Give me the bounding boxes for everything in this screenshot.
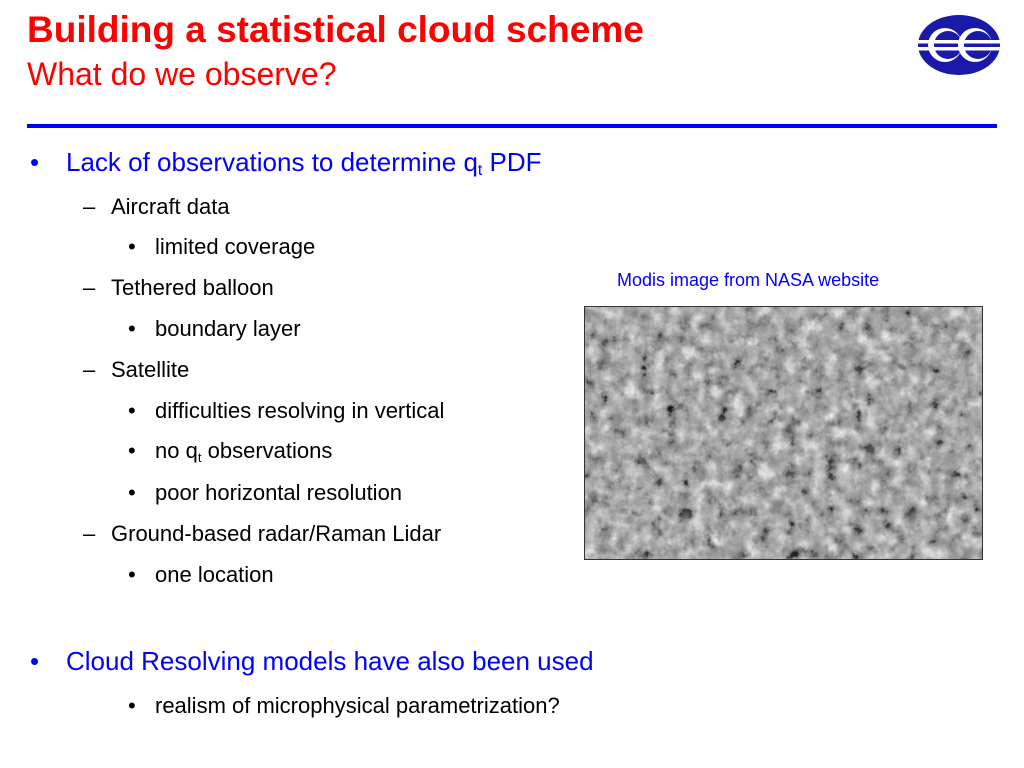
bullet-marker: • [30,147,40,177]
sub-sub-bullet-limited-coverage [128,232,315,262]
bullet-marker: • [128,693,136,718]
sub-sub-bullet-text: one location [155,562,274,587]
sub-sub-bullet-no-qt [128,436,332,466]
bullet-cloud-resolving-models [30,646,594,676]
sub-sub-bullet-vertical [128,396,444,426]
sub-bullet-satellite [83,355,189,385]
bullet-text-end: PDF [482,147,542,177]
bullet-marker: • [128,398,136,423]
sub-bullet-text: Ground-based radar/Raman Lidar [111,521,442,546]
title-divider [27,124,997,128]
sub-bullet-text: Aircraft data [111,194,230,219]
bullet-marker: • [128,438,136,463]
sub-bullet-aircraft [83,192,230,222]
sub-bullet-tethered-balloon [83,273,274,303]
slide-subtitle: What do we observe? [27,56,337,92]
bullet-marker: • [128,316,136,341]
bullet-lack-of-observations [30,147,541,177]
sub-sub-bullet-text: boundary layer [155,316,301,341]
dash-marker: – [83,357,96,382]
dash-marker: – [83,275,96,300]
sub-sub-bullet-text: realism of microphysical parametrization? [155,693,560,718]
dash-marker: – [83,521,96,546]
sub-sub-bullet-realism [128,691,560,721]
subscript-t: t [197,450,202,465]
slide-title: Building a statistical cloud scheme [27,9,644,50]
sub-bullet-text: Satellite [111,357,190,382]
sub-bullet-radar [83,519,441,549]
subscript-t: t [477,162,483,179]
image-caption: Modis image from NASA website [617,270,880,290]
modis-cloud-image [584,306,983,560]
sub-sub-bullet-text: difficulties resolving in vertical [155,398,445,423]
sub-sub-bullet-horizontal [128,478,402,508]
bullet-marker: • [128,480,136,505]
bullet-text: Lack of observations to determine q [66,147,478,177]
sub-sub-bullet-one-location [128,560,274,590]
sub-sub-bullet-text: poor horizontal resolution [155,480,403,505]
cloud-texture [585,307,982,559]
dash-marker: – [83,194,96,219]
bullet-marker: • [128,562,136,587]
bullet-text: Cloud Resolving models have also been used [66,646,594,676]
sub-sub-bullet-boundary-layer [128,314,301,344]
sub-sub-bullet-text: no q [155,438,198,463]
sub-sub-bullet-text: limited coverage [155,234,316,259]
sub-sub-bullet-text-end: observations [201,438,333,463]
sub-bullet-text: Tethered balloon [111,275,274,300]
bullet-marker: • [30,646,40,676]
ecmwf-logo-icon [917,14,1001,76]
bullet-marker: • [128,234,136,259]
